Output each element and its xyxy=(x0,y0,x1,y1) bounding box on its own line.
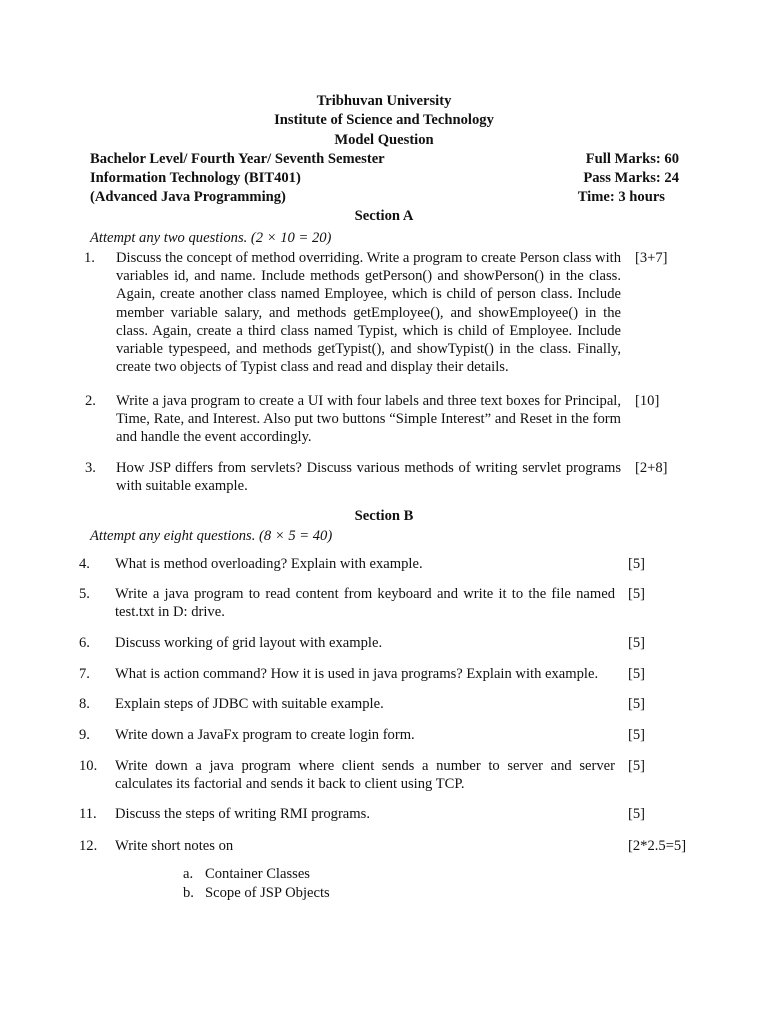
section-a-instruction: Attempt any two questions. (2 × 10 = 20) xyxy=(90,230,332,246)
section-b-instruction: Attempt any eight questions. (8 × 5 = 40) xyxy=(90,528,333,544)
subitem-a xyxy=(183,866,310,883)
time-allowed: Time: 3 hours xyxy=(577,189,665,205)
university-name: Tribhuvan University xyxy=(316,93,452,109)
exam-type: Model Question xyxy=(334,132,434,148)
question-marks: [5] xyxy=(628,758,646,774)
question-marks: [10] xyxy=(635,393,660,409)
question-text: Discuss the concept of method overriding. Write a program to create Person class with variables id, and name. Include methods getPerson() and showPerson() in the class. Again, create another class named Employee, which is child of person class. Include member variable salary, and methods getEmployee(), and showEmployee() in the class. Again, create a third class named Typist, which is child of Employee. Include variable typespeed, and methods getTypist(), and showTypist() in the class. Finally, create two objects of Typist class and read and display their details. xyxy=(116,250,621,376)
question-text: What is action command? How it is used in java programs? Explain with example. xyxy=(115,666,599,682)
question-marks: [5] xyxy=(628,696,646,712)
question-marks: [5] xyxy=(628,727,646,743)
question-number: 6. xyxy=(79,635,90,651)
question-marks: [2+8] xyxy=(635,460,668,476)
pass-marks: Pass Marks: 24 xyxy=(583,170,679,186)
question-text: Discuss the steps of writing RMI programs. xyxy=(115,806,370,822)
question-number: 5. xyxy=(79,586,90,602)
question-marks: [5] xyxy=(628,635,646,651)
question-marks: [5] xyxy=(628,556,646,572)
course-label: (Advanced Java Programming) xyxy=(90,189,286,205)
full-marks: Full Marks: 60 xyxy=(585,151,679,167)
question-marks: [5] xyxy=(628,806,646,822)
question-marks: [5] xyxy=(628,666,646,682)
question-number: 10. xyxy=(79,758,98,774)
subitem-label: a. xyxy=(183,866,194,882)
institute-name: Institute of Science and Technology xyxy=(274,112,494,128)
program-label: Information Technology (BIT401) xyxy=(90,170,301,186)
question-text: How JSP differs from servlets? Discuss various methods of writing servlet programs with suitable example. xyxy=(116,460,621,495)
question-text: Write down a JavaFx program to create login form. xyxy=(115,727,415,743)
question-text: Write short notes on xyxy=(115,838,234,854)
question-text: Write a java program to read content from keyboard and write it to the file named test.txt in D: drive. xyxy=(115,586,615,621)
question-text: Write down a java program where client sends a number to server and server calculates its factorial and sends it back to client using TCP. xyxy=(115,758,615,793)
question-text: Write a java program to create a UI with four labels and three text boxes for Principal, Time, Rate, and Interest. Also put two buttons “Simple Interest” and Reset in the form and handle the event accordingly. xyxy=(116,393,621,446)
question-number: 3. xyxy=(85,460,96,476)
subitem-label: b. xyxy=(183,885,194,901)
section-b-title: Section B xyxy=(354,508,414,524)
question-number: 9. xyxy=(79,727,90,743)
question-number: 2. xyxy=(85,393,96,409)
question-text: Discuss working of grid layout with example. xyxy=(115,635,383,651)
question-text: Explain steps of JDBC with suitable example. xyxy=(115,696,384,712)
question-marks: [2*2.5=5] xyxy=(628,838,687,854)
question-number: 12. xyxy=(79,838,98,854)
question-number: 11. xyxy=(79,806,97,822)
subitem-text: Container Classes xyxy=(205,866,310,882)
question-number: 8. xyxy=(79,696,90,712)
question-marks: [3+7] xyxy=(635,250,668,266)
subitem-b xyxy=(183,885,330,902)
question-text: What is method overloading? Explain with example. xyxy=(115,556,423,572)
subitem-text: Scope of JSP Objects xyxy=(205,885,330,901)
section-a-title: Section A xyxy=(354,208,414,224)
question-marks: [5] xyxy=(628,586,646,602)
question-number: 4. xyxy=(79,556,90,572)
question-number: 1. xyxy=(84,250,95,266)
question-number: 7. xyxy=(79,666,90,682)
level-label: Bachelor Level/ Fourth Year/ Seventh Semester xyxy=(90,151,385,167)
